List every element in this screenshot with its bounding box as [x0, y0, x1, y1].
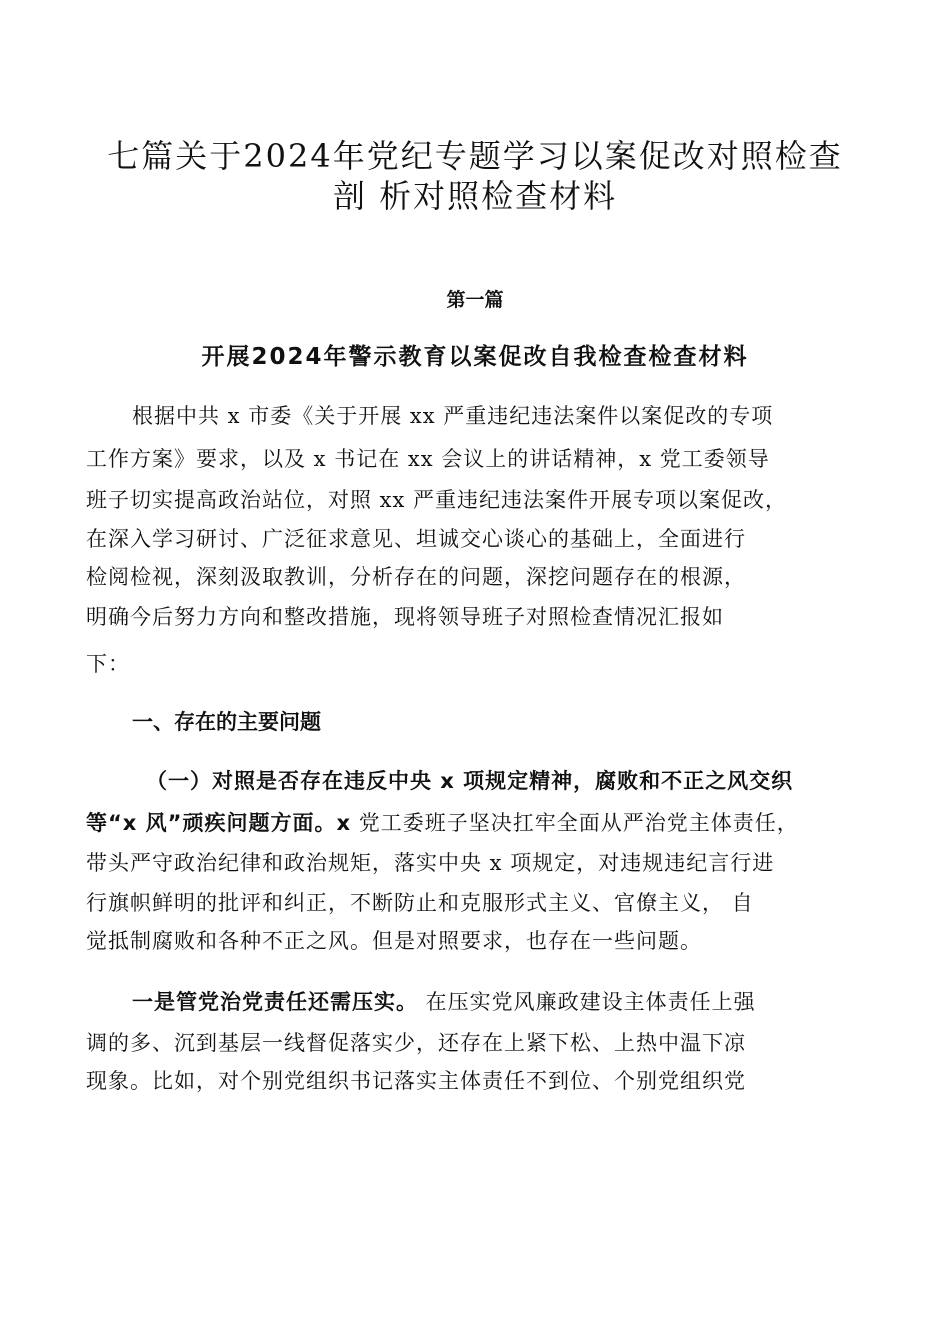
intro-line: 工作方案》要求，以及 x 书记在 xx 会议上的讲话精神，x 党工委领导 — [86, 447, 770, 471]
heading-main-problems: 一、存在的主要问题 — [132, 710, 321, 734]
document-title-line-2: 剖 析对照检查材料 — [332, 177, 618, 215]
intro-line: 在深入学习研讨、广泛征求意见、坦诚交心谈心的基础上，全面进行 — [86, 527, 746, 551]
intro-line: 班子切实提高政治站位，对照 xx 严重违纪违法案件开展专项以案促改， — [86, 488, 788, 512]
section-label: 第一篇 — [446, 289, 504, 311]
para3-bold-lead: 一是管党治党责任还需压实。 — [132, 990, 418, 1014]
para2-line: 带头严守政治纪律和政治规矩，落实中央 x 项规定，对违规违纪言行进 — [86, 851, 775, 875]
intro-line: 明确今后努力方向和整改措施，现将领导班子对照检查情况汇报如 — [86, 605, 724, 629]
para2-bold-lead: 等“x 风”顽疾问题方面。x — [86, 811, 352, 835]
para3-text: 在压实党风廉政建设主体责任上强 — [418, 990, 756, 1014]
intro-line: 检阅检视，深刻汲取教训，分析存在的问题，深挖问题存在的根源， — [86, 565, 746, 589]
para3-line: 现象。比如，对个别党组织书记落实主体责任不到位、个别党组织党 — [86, 1069, 746, 1093]
para2-line: 觉抵制腐败和各种不正之风。但是对照要求，也存在一些问题。 — [86, 929, 702, 953]
intro-line: 根据中共 x 市委《关于开展 xx 严重违纪违法案件以案促改的专项 — [132, 404, 774, 428]
para2-line: （一）对照是否存在违反中央 x 项规定精神，腐败和不正之风交织 — [146, 769, 794, 793]
para2-text: 党工委班子坚决扛牢全面从严治党主体责任， — [351, 811, 799, 835]
para2-line — [86, 808, 894, 838]
section-subtitle: 开展2024年警示教育以案促改自我检查检查材料 — [201, 344, 749, 370]
intro-line: 下： — [86, 652, 130, 676]
document-title-line-1: 七篇关于2024年党纪专题学习以案促改对照检查 — [107, 137, 843, 175]
para2-line: 行旗帜鲜明的批评和纠正，不断防止和克服形式主义、官僚主义， 自 — [86, 891, 754, 915]
para3-line — [86, 987, 922, 1017]
para3-line: 调的多、沉到基层一线督促落实少，还存在上紧下松、上热中温下凉 — [86, 1031, 746, 1055]
